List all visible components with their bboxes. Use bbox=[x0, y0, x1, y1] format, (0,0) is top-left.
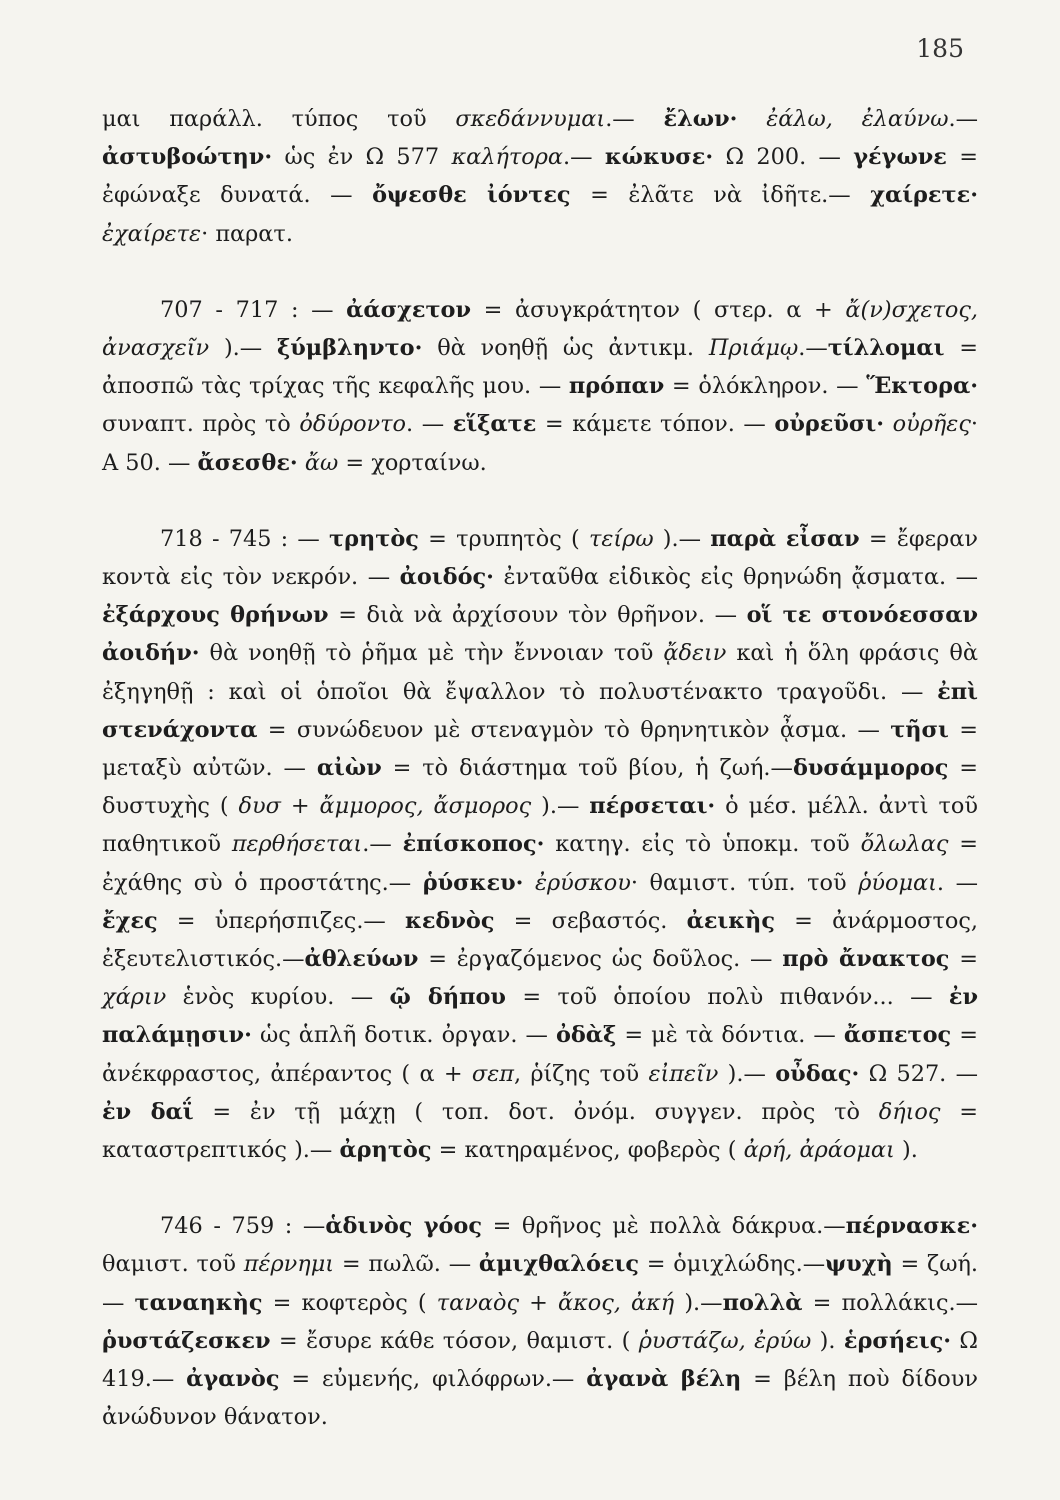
commentary-paragraph bbox=[102, 520, 978, 1169]
headword: πέρσεται· bbox=[589, 793, 716, 820]
gloss-text: Ω 200. — bbox=[713, 144, 854, 171]
gloss-text: κατηγ. εἰς τὸ ὑποκμ. τοῦ bbox=[544, 831, 861, 858]
gloss-text: = κοφτερὸς ( bbox=[262, 1289, 437, 1316]
headword: ἀθλεύων bbox=[304, 946, 419, 973]
gloss-text: . — bbox=[406, 411, 453, 438]
headword: ὄψεσθε ἰόντες bbox=[372, 182, 571, 209]
headword: Ἕκτορα· bbox=[866, 373, 978, 400]
italic-term: οὐρῆες bbox=[892, 411, 971, 438]
paragraph-gap bbox=[102, 253, 978, 291]
headword: οἵ τε στονόεσσαν ἀοιδήν· bbox=[102, 602, 978, 667]
italic-term: ταναὸς + ἄκος, ἀκή bbox=[436, 1289, 675, 1316]
gloss-text: = ἐργαζόμενος ὡς δοῦλος. — bbox=[418, 946, 783, 973]
gloss-text: ).— bbox=[653, 525, 711, 552]
headword: πρὸ ἄνακτος bbox=[782, 946, 950, 973]
gloss-text: · θαμιστ. τύπ. τοῦ bbox=[630, 869, 859, 896]
italic-term: χάριν bbox=[102, 984, 167, 1011]
gloss-text: = ἀσυγκράτητον ( στερ. α + bbox=[471, 296, 846, 323]
gloss-text: θὰ νοηθῇ τὸ ῥῆμα μὲ τὴν ἔννοιαν τοῦ bbox=[199, 640, 664, 667]
gloss-text: = πολλάκις.— bbox=[802, 1289, 978, 1316]
italic-term: καλήτορα bbox=[451, 144, 564, 171]
italic-term: ᾄδειν bbox=[663, 640, 727, 667]
gloss-text: = καταστρεπτικός ).— bbox=[102, 1098, 978, 1164]
gloss-text: ).— bbox=[531, 793, 590, 820]
gloss-text: καὶ ἡ ὅλη φράσις θὰ ἐξηγηθῇ : καὶ οἱ ὁποῖοι θὰ ἔψαλλον τὸ πολυστένακτο τραγοῦδι. — bbox=[102, 640, 978, 705]
gloss-text: = πωλῶ. — bbox=[334, 1251, 479, 1278]
headword: ἁδινὸς γόος bbox=[325, 1213, 482, 1240]
gloss-text: = τοῦ ὁποίου πολὺ πιθανόν... — bbox=[505, 984, 949, 1011]
gloss-text: συναπτ. πρὸς τὸ bbox=[102, 411, 300, 438]
gloss-text: = ἐφώναξε δυνατά. — bbox=[102, 144, 978, 209]
headword: ξύμβληντο· bbox=[277, 335, 423, 362]
headword: ἐν παλάμῃσιν· bbox=[102, 984, 978, 1049]
paragraph-gap bbox=[102, 482, 978, 520]
headword: πέρνασκε· bbox=[845, 1213, 978, 1240]
italic-term: ὀδύροντο bbox=[299, 411, 407, 438]
paragraph-gap bbox=[102, 1169, 978, 1207]
headword: ἀστυβοώτην· bbox=[102, 144, 273, 171]
headword: ἀγανὸς bbox=[186, 1366, 280, 1393]
italic-term: πέρνημι bbox=[243, 1251, 335, 1278]
gloss-text: ὡς ἐν Ω 577 bbox=[272, 144, 452, 171]
gloss-text: = ὁμιχλώδης.— bbox=[638, 1251, 826, 1278]
headword: κεδνὸς bbox=[405, 907, 495, 934]
gloss-text: ἑνὸς κυρίου. — bbox=[166, 984, 390, 1011]
italic-term: ἐχαίρετε bbox=[102, 220, 202, 247]
gloss-text bbox=[884, 411, 893, 437]
gloss-text: = ὁλόκληρον. — bbox=[664, 373, 867, 400]
gloss-text: ). bbox=[811, 1327, 844, 1354]
headword: τῆσι bbox=[890, 716, 949, 743]
headword: ὀδὰξ bbox=[555, 1022, 617, 1049]
gloss-text: ).— bbox=[209, 335, 277, 362]
headword: αἰὼν bbox=[316, 755, 382, 782]
headword: ἄσπετος bbox=[843, 1022, 952, 1049]
headword: δυσάμμορος bbox=[792, 755, 949, 782]
gloss-text: , ῥίζης τοῦ bbox=[513, 1060, 649, 1087]
headword: ταναηκὴς bbox=[134, 1289, 263, 1316]
headword: ἀρητὸς bbox=[339, 1137, 432, 1164]
gloss-text: = ὑπερήσπιζες.— bbox=[157, 907, 406, 934]
commentary-paragraph bbox=[102, 1207, 978, 1436]
gloss-text: ).— bbox=[718, 1060, 776, 1087]
gloss-text: 746 - 759 : — bbox=[160, 1213, 326, 1240]
gloss-text: μαι παράλλ. τύπος τοῦ bbox=[102, 106, 456, 132]
gloss-text: = ἐλᾶτε νὰ ἰδῆτε.— bbox=[570, 182, 871, 209]
headword: ἄσεσθε· bbox=[197, 449, 298, 476]
headword: ἀγανὰ βέλη bbox=[586, 1366, 742, 1393]
commentary-body bbox=[102, 100, 978, 1437]
gloss-text: · Α 50. — bbox=[102, 411, 978, 476]
headword: χαίρετε· bbox=[870, 182, 979, 209]
italic-term: σκεδάννυμαι bbox=[455, 106, 606, 132]
headword: παρὰ εἶσαν bbox=[710, 525, 860, 552]
italic-term: ῥυστάζω, ἐρύω bbox=[638, 1327, 812, 1354]
headword: ἀοιδός· bbox=[399, 564, 494, 591]
italic-term: ἄ(ν)σχετος, ἀνασχεῖν bbox=[102, 296, 978, 362]
gloss-text: = δυστυχὴς ( bbox=[102, 755, 979, 820]
gloss-text: = ἔφεραν κοντὰ εἰς τὸν νεκρόν. — bbox=[102, 525, 979, 591]
gloss-text: .— bbox=[362, 831, 403, 858]
gloss-text: = μὲ τὰ δόντια. — bbox=[616, 1022, 844, 1049]
italic-term: ἄω bbox=[304, 449, 339, 476]
headword: οὐρεῦσι· bbox=[774, 411, 885, 438]
commentary-paragraph bbox=[102, 291, 978, 482]
headword: ἀμιχθαλόεις bbox=[478, 1251, 639, 1278]
gloss-text bbox=[523, 870, 535, 896]
gloss-text: = τὸ διάστημα τοῦ βίου, ἡ ζωή.— bbox=[381, 755, 793, 782]
gloss-text: = κατηραμένος, φοβερὸς ( bbox=[431, 1137, 744, 1164]
headword: ἀάσχετον bbox=[346, 296, 472, 323]
headword: οὖδας· bbox=[775, 1060, 860, 1087]
headword: ἔχες bbox=[102, 907, 158, 934]
headword: γέγωνε bbox=[853, 144, 947, 171]
headword: ῥυστάζεσκεν bbox=[102, 1327, 271, 1354]
gloss-text: ἐνταῦθα εἰδικὸς εἰς θρηνώδη ᾄσματα. — bbox=[493, 564, 979, 591]
headword: ἑρσήεις· bbox=[843, 1327, 952, 1354]
gloss-text: ).— bbox=[674, 1289, 723, 1316]
gloss-text bbox=[737, 106, 766, 132]
italic-term: περθήσεται bbox=[231, 831, 363, 858]
gloss-text: = ἀνέκφραστος, ἀπέραντος ( α + bbox=[102, 1022, 978, 1087]
italic-term: ἐρύσκου bbox=[534, 869, 631, 896]
gloss-text: .— bbox=[563, 144, 605, 171]
gloss-text: = συνώδευον μὲ στεναγμὸν τὸ θρηνητικὸν ᾆσμα. — bbox=[257, 716, 891, 743]
italic-term: τείρω bbox=[588, 525, 654, 552]
gloss-text bbox=[298, 450, 305, 476]
headword: ἐπὶ στενάχοντα bbox=[102, 678, 978, 743]
headword: ἐν δαΐ bbox=[102, 1098, 194, 1125]
headword: πρόπαν bbox=[568, 373, 665, 400]
commentary-paragraph bbox=[102, 100, 978, 253]
headword: ῥύσκευ· bbox=[422, 869, 524, 896]
italic-term: ἀρή, ἀράομαι bbox=[743, 1137, 895, 1164]
gloss-text: = ἐν τῇ μάχῃ ( τοπ. δοτ. ὀνόμ. συγγεν. πρὸς τὸ bbox=[193, 1098, 879, 1125]
gloss-text: · παρατ. bbox=[201, 220, 293, 247]
gloss-text: 718 - 745 : — bbox=[160, 525, 330, 552]
headword: ἐπίσκοπος· bbox=[402, 831, 545, 858]
gloss-text: ). bbox=[894, 1137, 918, 1164]
headword: τρητὸς bbox=[329, 525, 419, 552]
gloss-text: = βέλη ποὺ δίδουν ἀνώδυνον θάνατον. bbox=[102, 1366, 978, 1431]
gloss-text: ὁ μέσ. μέλλ. ἀντὶ τοῦ παθητικοῦ bbox=[102, 793, 979, 858]
italic-term: ὄλωλας bbox=[860, 831, 949, 858]
headword: ἐξάρχους θρήνων bbox=[102, 602, 329, 629]
gloss-text: = θρῆνος μὲ πολλὰ δάκρυα.— bbox=[481, 1213, 846, 1240]
headword: τίλλομαι bbox=[827, 335, 945, 362]
headword: κώκυσε· bbox=[604, 144, 714, 171]
italic-term: σεπ bbox=[471, 1060, 514, 1087]
gloss-text: .— bbox=[948, 106, 978, 132]
gloss-text: .— bbox=[798, 335, 828, 362]
italic-term: δυσ + ἄμμορος, ἄσμορος bbox=[238, 793, 532, 820]
gloss-text: = ἀνάρμοστος, ἐξευτελιστικός.— bbox=[102, 907, 978, 973]
headword: ῷ δήπου bbox=[389, 984, 506, 1011]
gloss-text: = σεβαστός. bbox=[494, 907, 687, 934]
gloss-text: Ω 419.— bbox=[102, 1327, 978, 1393]
headword: πολλὰ bbox=[722, 1289, 803, 1316]
italic-term: δήιος bbox=[878, 1098, 941, 1125]
gloss-text: ὡς ἁπλῆ δοτικ. ὀργαν. — bbox=[251, 1022, 556, 1049]
gloss-text: θὰ νοηθῇ ὡς ἀντικμ. bbox=[422, 335, 709, 362]
gloss-text: = κάμετε τόπον. — bbox=[536, 411, 775, 438]
gloss-text: = ζωή.— bbox=[102, 1251, 978, 1316]
gloss-text: Ω 527. — bbox=[859, 1060, 978, 1087]
gloss-text: = διὰ νὰ ἀρχίσουν τὸν θρῆνον. — bbox=[328, 602, 747, 629]
gloss-text: = χορταίνω. bbox=[338, 449, 487, 476]
italic-term: Πριάμῳ bbox=[708, 335, 799, 362]
italic-term: ἐάλω, ἐλαύνω bbox=[766, 106, 949, 132]
headword: ψυχὴ bbox=[825, 1251, 893, 1278]
italic-term: εἰπεῖν bbox=[648, 1060, 719, 1087]
headword: ἀεικὴς bbox=[686, 907, 775, 934]
gloss-text: .— bbox=[605, 106, 664, 132]
gloss-text: 707 - 717 : — bbox=[160, 296, 347, 323]
gloss-text: . — bbox=[936, 869, 978, 896]
gloss-text: = τρυπητὸς ( bbox=[418, 525, 589, 552]
gloss-text: = μεταξὺ αὐτῶν. — bbox=[102, 716, 978, 782]
gloss-text: = ἀποσπῶ τὰς τρίχας τῆς κεφαλῆς μου. — bbox=[102, 335, 978, 400]
headword: εἵξατε bbox=[452, 411, 537, 438]
gloss-text: = ἐχάθης σὺ ὁ προστάτης.— bbox=[102, 831, 978, 896]
gloss-text: = εὐμενής, φιλόφρων.— bbox=[279, 1366, 587, 1393]
page-number: 185 bbox=[916, 34, 964, 63]
gloss-text: = ἔσυρε κάθε τόσον, θαμιστ. ( bbox=[270, 1327, 639, 1354]
gloss-text: θαμιστ. τοῦ bbox=[102, 1251, 244, 1278]
gloss-text: = bbox=[949, 946, 978, 973]
italic-term: ῥύομαι bbox=[858, 869, 937, 896]
headword: ἔλων· bbox=[663, 106, 738, 132]
